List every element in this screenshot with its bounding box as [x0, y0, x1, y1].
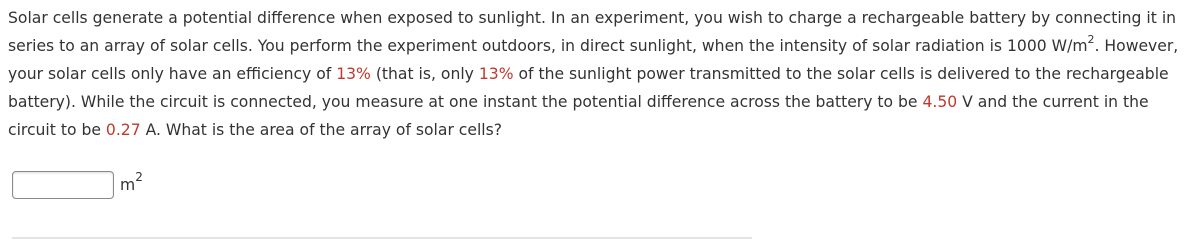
question-text-part: (that is, only: [370, 65, 479, 83]
divider: [12, 237, 752, 239]
efficiency-value: 13%: [336, 65, 371, 83]
answer-input[interactable]: [12, 171, 114, 199]
current-value: 0.27: [105, 121, 141, 139]
question-text-part: V and the current in the circuit to be: [8, 93, 1149, 139]
question-text-part: . However, your solar cells only have an efficiency of: [8, 37, 1179, 83]
efficiency-value: 13%: [478, 65, 514, 83]
question-text-part: Solar cells generate a potential difference when exposed to sunlight. In an experiment, you wish to charge a rechargeable battery by connecting it in series to an array of solar cells. You perform the experiment outdoors, in direct sunlight, when the intensity of solar radiation is 1000 W/m: [8, 9, 1177, 55]
question-text-part: of the sunlight power transmitted to the solar cells is delivered to the rechargeable battery). While the circuit is connected, you measure at one instant the potential difference across the battery to be: [8, 65, 1169, 111]
question-text: [8, 4, 1180, 144]
unit-exponent: 2: [1087, 32, 1095, 46]
unit-exponent: 2: [135, 169, 143, 184]
answer-row: [12, 171, 143, 199]
answer-unit: [120, 169, 143, 194]
unit-base: m: [120, 176, 136, 194]
question-text-part: A. What is the area of the array of solar cells?: [140, 121, 503, 139]
voltage-value: 4.50: [922, 93, 958, 111]
